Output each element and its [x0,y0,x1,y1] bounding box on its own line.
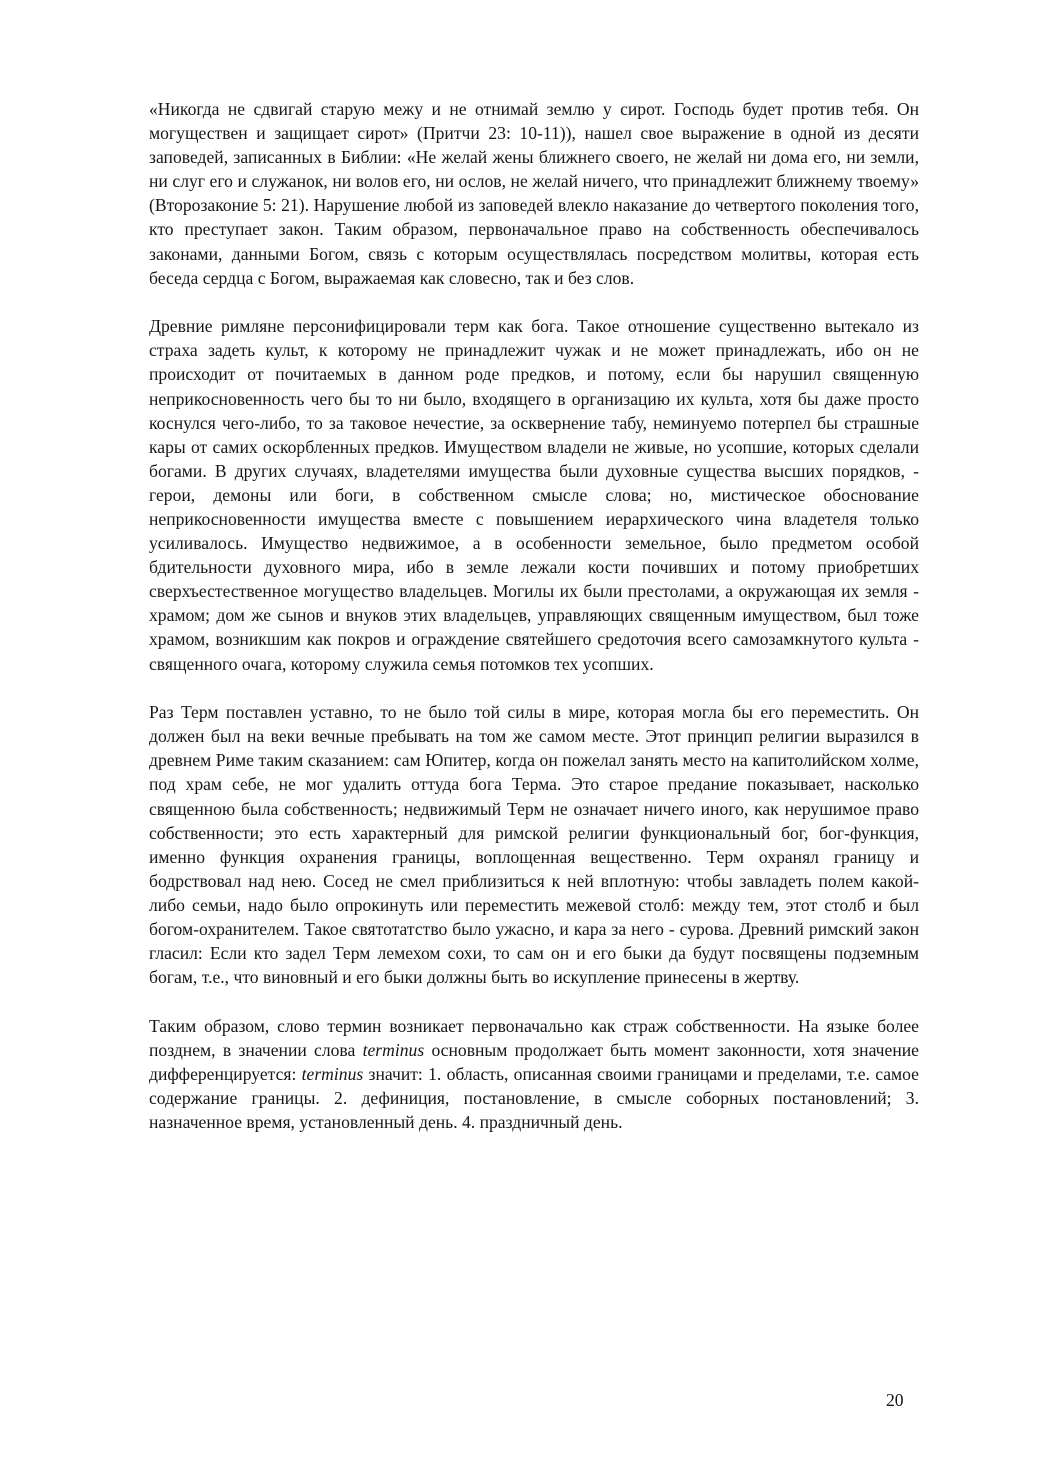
paragraph-4-text-a: Таким образом, слово термин возникает первоначально как страж собственности. На языке более позднем, в значении слова [149,1015,919,1060]
page-number: 20 [886,1390,904,1410]
paragraph-4 [149,1014,919,1134]
paragraph-4-text-b: основным продолжает быть момент законности, хотя значение дифференцируется: [149,1039,919,1084]
paragraph-4-term-1: terminus [362,1039,425,1060]
paragraph-4-term-2: terminus [301,1063,364,1084]
paragraph-1 [149,97,919,290]
paragraph-3 [149,700,919,989]
paragraph-3-text: Раз Терм поставлен уставно, то не было той силы в мире, которая могла бы его переместить. Он должен был на веки вечные пребывать на том же самом месте. Этот принцип религии выразился в древнем Риме таким сказанием: сам Юпитер, когда он пожелал занять место на капитолийском холме, под храм себе, не мог удалить оттуда бога Терма. Это старое предание показывает, насколько священною была собственность; недвижимый Терм не означает ничего иного, как нерушимое право собственности; это есть характерный для римской религии функциональный бог, бог-функция, именно функция охранения границы, воплощенная вещественно. Терм охранял границу и бодрствовал над нею. Сосед не смел приблизиться к ней вплотную: чтобы завладеть полем какой-либо семьи, надо было опрокинуть или переместить межевой столб: между тем, этот столб и был богом-охранителем. Такое святотатство было ужасно, и кара за него - сурова. Древний римский закон гласил: Если кто задел Терм лемехом сохи, то сам он и его быки да будут посвящены подземным богам, т.е., что виновный и его быки должны быть во искупление принесены в жертву. [149,702,919,988]
paragraph-1-text: «Никогда не сдвигай старую межу и не отнимай землю у сирот. Господь будет против тебя. Он могуществен и защищает сирот» (Притчи 23: 10-11)), нашел свое выражение в одной из десяти заповедей, записанных в Библии: «Не желай жены ближнего своего, не желай ни дома его, ни земли, ни слуг его и служанок, ни волов его, ни ослов, не желай ничего, что принадлежит ближнему твоему» (Второзаконие 5: 21). Нарушение любой из заповедей влекло наказание до четвертого поколения того, кто преступает закон. Таким образом, первоначальное право на собственность обеспечивалось законами, данными Богом, связь с которым осуществлялась посредством молитвы, которая есть беседа сердца с Богом, выражаемая как словесно, так и без слов. [149,99,919,288]
paragraph-2 [149,314,919,675]
paragraph-2-text: Древние римляне персонифицировали терм как бога. Такое отношение существенно вытекало из страха задеть культ, к которому не принадлежит чужак и не может принадлежать, ибо он не происходит от почитаемых в данном роде предков, и потому, если бы нарушил священную неприкосновенность чего бы то ни было, входящего в организацию их культа, хотя бы даже просто коснулся чего-либо, то за таковое нечестие, за осквернение табу, неминуемо потерпел бы страшные кары от самих оскорбленных предков. Имуществом владели не живые, но усопшие, которых сделали богами. В других случаях, владетелями имущества были духовные существа высших порядков, - герои, демоны или боги, в собственном смысле слова; но, мистическое обоснование неприкосновенности имущества вместе с повышением иерархического чина владетеля только усиливалось. Имущество недвижимое, а в особенности земельное, было предметом особой бдительности духовного мира, ибо в земле лежали кости почивших и потому приобретших сверхъестественное могущество владельцев. Могилы их были престолами, а окружающая их земля - храмом; дом же сынов и внуков этих владельцев, управляющих священным имуществом, был тоже храмом, возникшим как покров и ограждение святейшего средоточия всего самозамкнутого культа - священного очага, которому служила семья потомков тех усопших. [149,316,919,674]
paragraph-4-text-c: значит: 1. область, описанная своими границами и пределами, т.е. самое содержание границы. 2. дефиниция, постановление, в смысле соборных постановлений; 3. назначенное время, установленный день. 4. праздничный день. [149,1063,919,1133]
page-body [149,97,919,1159]
